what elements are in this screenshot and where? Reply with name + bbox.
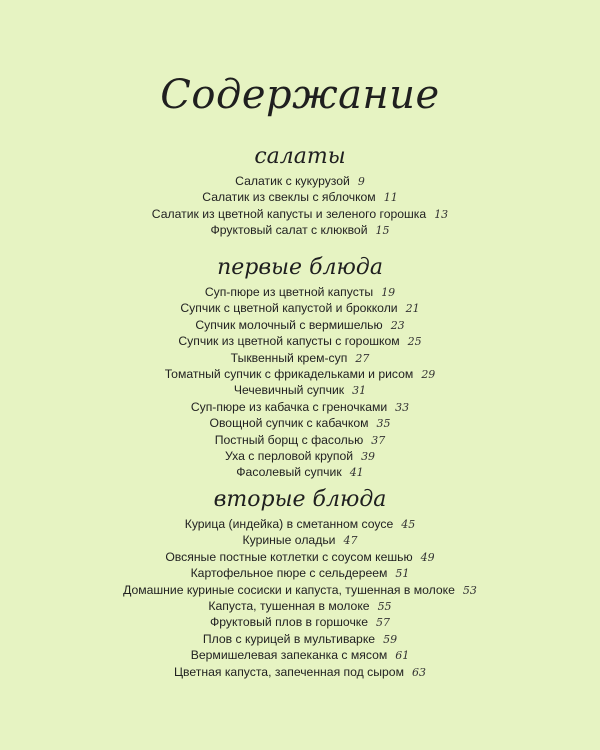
entry-page-number: 19 — [381, 286, 396, 299]
toc-entry — [0, 432, 600, 448]
entry-page-number: 9 — [357, 175, 365, 188]
toc-entry — [0, 333, 600, 349]
entry-name: Картофельное пюре с сельдереем — [190, 566, 388, 581]
entry-page-number: 39 — [361, 449, 376, 463]
entry-page-number: 63 — [411, 665, 426, 679]
toc-entry — [0, 350, 600, 366]
toc-entry — [0, 189, 600, 205]
entry-name: Овощной супчик с кабачком — [209, 416, 369, 431]
entry-page-number: 15 — [375, 224, 390, 238]
toc-entry — [0, 598, 600, 614]
entry-name: Цветная капуста, запеченная под сыром — [174, 664, 404, 679]
toc-entry — [0, 565, 600, 581]
entry-name: Плов с курицей в мультиварке — [202, 631, 376, 646]
entry-page-number: 33 — [395, 400, 410, 414]
toc-entry — [0, 222, 600, 238]
section-salads — [0, 143, 600, 239]
entry-page-number: 37 — [371, 433, 386, 447]
section-first-courses — [0, 254, 600, 481]
entry-name: Супчик молочный с вермишелью — [195, 317, 383, 332]
entry-name: Курица (индейка) в сметанном соусе — [184, 517, 394, 531]
entry-name: Томатный супчик с фрикадельками и рисом — [164, 366, 414, 381]
section-title: салаты — [254, 144, 346, 169]
toc-entry — [0, 317, 600, 333]
entry-name: Фруктовый плов в горшочке — [209, 615, 369, 630]
entry-name: Салатик с кукурузой — [235, 174, 350, 188]
toc-entry — [0, 464, 600, 480]
entry-name: Постный борщ с фасолью — [214, 432, 364, 447]
entry-page-number: 53 — [462, 583, 477, 597]
entry-page-number: 21 — [405, 302, 420, 316]
toc-entry — [0, 549, 600, 565]
entry-page-number: 31 — [352, 384, 367, 398]
section-title: вторые блюда — [213, 487, 387, 512]
toc-entry — [0, 532, 600, 548]
entry-name: Фруктовый салат с клюквой — [210, 223, 368, 238]
entry-name: Куриные оладьи — [242, 533, 336, 548]
entry-page-number: 51 — [395, 567, 410, 581]
entry-page-number: 59 — [383, 632, 398, 646]
entry-page-number: 57 — [376, 616, 391, 630]
entry-name: Уха с перловой крупой — [224, 448, 354, 463]
toc-entry — [0, 300, 600, 316]
toc-entry — [0, 647, 600, 663]
toc-entry — [0, 382, 600, 398]
section-main-courses — [0, 486, 600, 680]
entry-page-number: 23 — [390, 318, 405, 332]
toc-entry — [0, 516, 600, 532]
toc-entry — [0, 206, 600, 222]
entry-name: Домашние куриные сосиски и капуста, тушенная в молоке — [123, 582, 455, 597]
entry-name: Фасолевый супчик — [236, 465, 342, 480]
entry-name: Салатик из свеклы с яблочком — [202, 190, 376, 205]
entry-page-number: 25 — [407, 335, 422, 349]
page-title: Содержание — [160, 72, 440, 118]
entry-page-number: 47 — [343, 534, 358, 548]
entry-page-number: 61 — [395, 649, 410, 663]
entry-name: Супчик с цветной капустой и брокколи — [180, 301, 398, 316]
entry-list — [0, 173, 600, 239]
entry-list — [0, 516, 600, 680]
entry-page-number: 11 — [383, 191, 398, 205]
entry-name: Тыквенный крем-суп — [230, 350, 348, 365]
entry-page-number: 29 — [421, 367, 436, 381]
entry-name: Капуста, тушенная в молоке — [208, 598, 370, 613]
toc-entry — [0, 415, 600, 431]
entry-page-number: 13 — [434, 207, 449, 221]
toc-entry — [0, 614, 600, 630]
entry-name: Салатик из цветной капусты и зеленого горошка — [151, 206, 427, 221]
toc-entry — [0, 631, 600, 647]
section-title: первые блюда — [217, 255, 383, 280]
entry-page-number: 49 — [420, 550, 435, 564]
entry-name: Суп-пюре из кабачка с греночками — [190, 399, 388, 414]
entry-name: Вермишелевая запеканка с мясом — [190, 648, 388, 663]
toc-entry — [0, 366, 600, 382]
entry-name: Чечевичный супчик — [233, 383, 345, 398]
entry-name: Суп-пюре из цветной капусты — [204, 285, 374, 299]
toc-entry — [0, 448, 600, 464]
toc-entry — [0, 399, 600, 415]
entry-page-number: 45 — [401, 518, 416, 531]
entry-page-number: 27 — [355, 351, 370, 365]
toc-entry — [0, 173, 600, 189]
entry-page-number: 55 — [377, 599, 392, 613]
toc-entry — [0, 664, 600, 680]
entry-name: Супчик из цветной капусты с горошком — [178, 334, 400, 349]
toc-entry — [0, 582, 600, 598]
entry-name: Овсяные постные котлетки с соусом кешью — [165, 549, 413, 564]
entry-page-number: 35 — [376, 417, 391, 431]
entry-page-number: 41 — [349, 466, 364, 480]
toc-entry — [0, 284, 600, 300]
entry-list — [0, 284, 600, 481]
